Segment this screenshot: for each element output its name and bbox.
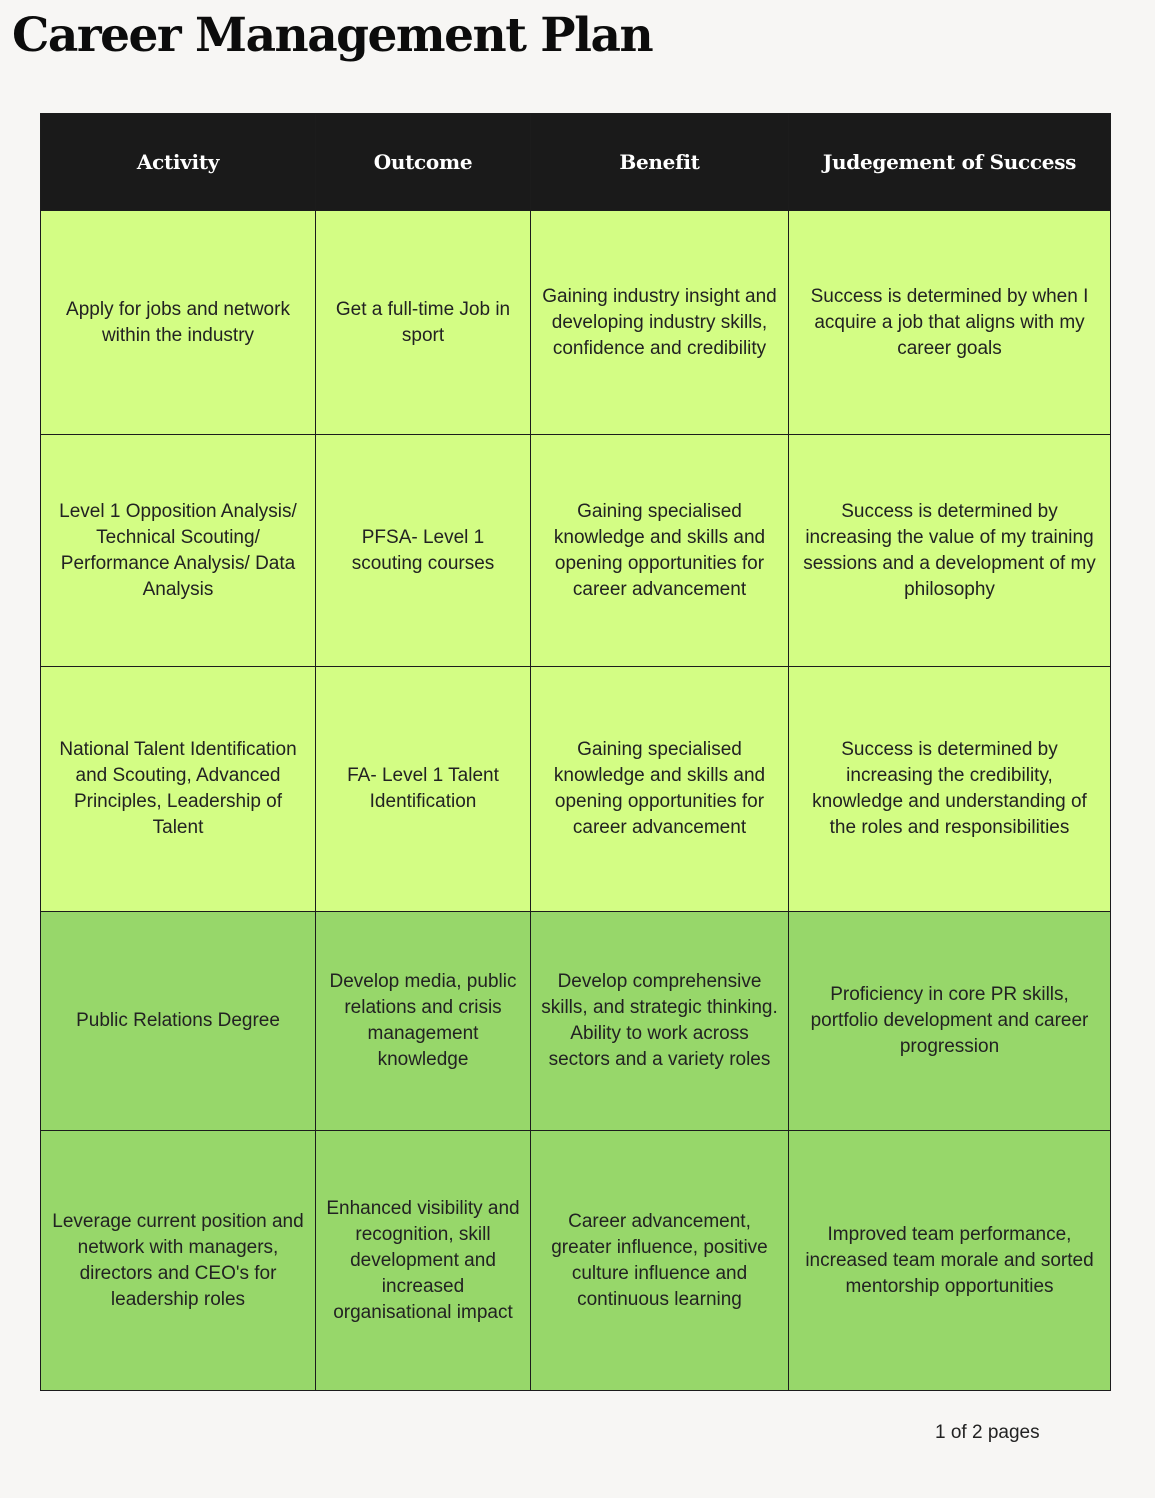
header-benefit: Benefit (531, 114, 789, 211)
header-outcome: Outcome (316, 114, 531, 211)
activity-cell: Level 1 Opposition Analysis/ Technical Scouting/ Performance Analysis/ Data Analysis (41, 435, 316, 667)
table-row (41, 211, 1111, 435)
career-plan-table (40, 113, 1111, 1391)
benefit-cell: Gaining industry insight and developing industry skills, confidence and credibility (531, 211, 789, 435)
outcome-cell: PFSA- Level 1 scouting courses (316, 435, 531, 667)
outcome-cell: Get a full-time Job in sport (316, 211, 531, 435)
page-title: Career Management Plan (12, 8, 653, 63)
benefit-cell: Career advancement, greater influence, positive culture influence and continuous learning (531, 1131, 789, 1391)
success-cell: Improved team performance, increased team morale and sorted mentorship opportunities (789, 1131, 1111, 1391)
activity-cell: National Talent Identification and Scouting, Advanced Principles, Leadership of Talent (41, 667, 316, 912)
header-activity: Activity (41, 114, 316, 211)
outcome-cell: Enhanced visibility and recognition, skill development and increased organisational impact (316, 1131, 531, 1391)
table-row (41, 1131, 1111, 1391)
success-cell: Success is determined by increasing the credibility, knowledge and understanding of the roles and responsibilities (789, 667, 1111, 912)
activity-cell: Leverage current position and network with managers, directors and CEO's for leadership roles (41, 1131, 316, 1391)
success-cell: Proficiency in core PR skills, portfolio development and career progression (789, 912, 1111, 1131)
page-count: 1 of 2 pages (935, 1422, 1040, 1443)
benefit-cell: Gaining specialised knowledge and skills and opening opportunities for career advancement (531, 435, 789, 667)
table-row (41, 435, 1111, 667)
table-header-row (41, 114, 1111, 211)
outcome-cell: FA- Level 1 Talent Identification (316, 667, 531, 912)
activity-cell: Public Relations Degree (41, 912, 316, 1131)
benefit-cell: Develop comprehensive skills, and strategic thinking. Ability to work across sectors and a variety roles (531, 912, 789, 1131)
header-judgement-of-success: Judegement of Success (789, 114, 1111, 211)
activity-cell: Apply for jobs and network within the industry (41, 211, 316, 435)
success-cell: Success is determined by when I acquire a job that aligns with my career goals (789, 211, 1111, 435)
table-row (41, 667, 1111, 912)
success-cell: Success is determined by increasing the value of my training sessions and a development of my philosophy (789, 435, 1111, 667)
outcome-cell: Develop media, public relations and crisis management knowledge (316, 912, 531, 1131)
benefit-cell: Gaining specialised knowledge and skills and opening opportunities for career advancement (531, 667, 789, 912)
table-row (41, 912, 1111, 1131)
